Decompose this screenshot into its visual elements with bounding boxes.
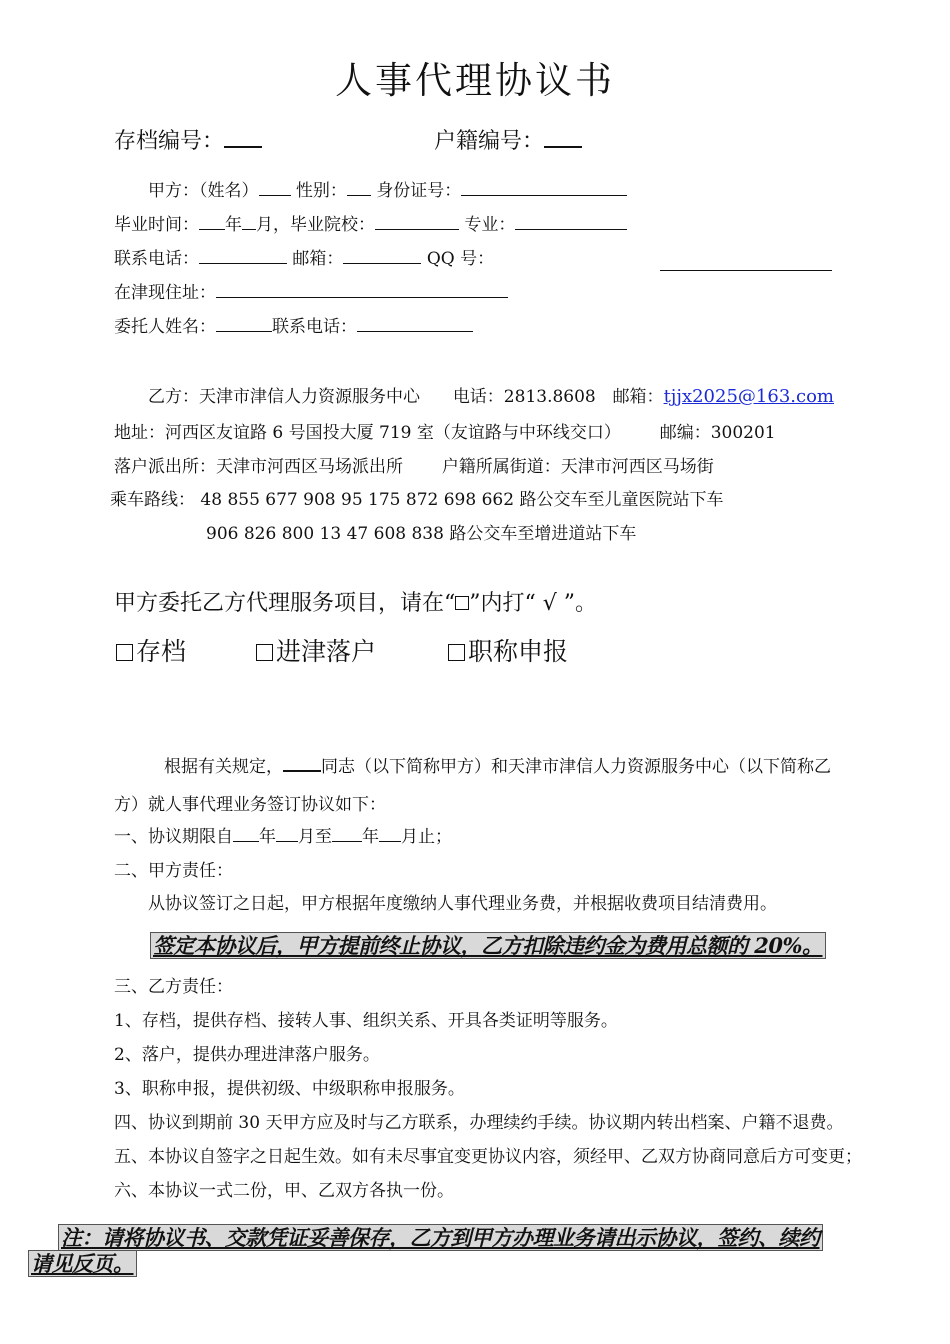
- archive-number-row: [114, 124, 262, 155]
- qq-label: QQ 号：: [426, 249, 495, 269]
- service-settle-label: 进津落户: [276, 637, 377, 666]
- party-b-address-row: [114, 418, 776, 443]
- document-title: 人事代理协议书: [335, 59, 615, 102]
- clause-b2: 2、落户，提供办理进津落户服务。: [114, 1045, 380, 1065]
- qq-field[interactable]: [660, 270, 832, 271]
- year-label: 年: [225, 215, 242, 235]
- service-settle[interactable]: [256, 632, 376, 668]
- school-field[interactable]: [375, 213, 459, 230]
- clause-5: 五、本协议自签字之日起生效。如有未尽事宜变更协议内容，须经甲、乙双方协商同意后方可变更；: [114, 1147, 862, 1167]
- penalty-text: 签定本协议后，甲方提前终止协议，乙方扣除违约金为费用总额的 20%。: [150, 932, 826, 959]
- party-b-row: [148, 382, 834, 407]
- term-row: [114, 822, 452, 847]
- service-instruction: [114, 586, 597, 617]
- school-label: 月，毕业院校：: [256, 215, 375, 235]
- phone-field[interactable]: [199, 247, 287, 264]
- phone-label: 联系电话：: [114, 249, 199, 269]
- archive-number-label: 存档编号：: [114, 129, 225, 154]
- title-checkbox[interactable]: [448, 644, 465, 661]
- note-line-1: [58, 1222, 823, 1252]
- clause-4: 四、协议到期前 30 天甲方应及时与乙方联系，办理续约手续。协议期内转出档案、户籍不退费。: [114, 1113, 844, 1133]
- term-end: 月止；: [401, 827, 452, 847]
- major-label: 专业：: [464, 215, 516, 235]
- household-number-label: 户籍编号：: [434, 129, 545, 154]
- household-number-field[interactable]: [544, 128, 582, 148]
- address-field[interactable]: [216, 281, 508, 298]
- party-b-address: 地址：河西区友谊路 6 号国投大厦 719 室（友谊路与中环线交口）: [114, 423, 621, 443]
- party-a-resp-text: 从协议签订之日起，甲方根据年度缴纳人事代理业务费，并根据收费项目结清费用。: [148, 894, 777, 914]
- party-a-name-label: 甲方：（姓名）: [148, 181, 259, 201]
- term-year-1: 年: [259, 827, 276, 847]
- contact-row: [114, 244, 494, 269]
- comrade-name-field[interactable]: [283, 754, 321, 772]
- penalty-notice: [150, 930, 826, 960]
- instruction-part-2: ”内打“ √ ”。: [469, 591, 597, 616]
- agent-phone-field[interactable]: [357, 315, 473, 332]
- service-title[interactable]: [448, 632, 568, 668]
- settle-checkbox[interactable]: [256, 644, 273, 661]
- note-text-2: 请见反页。: [28, 1250, 137, 1277]
- archive-number-field[interactable]: [224, 128, 262, 148]
- agent-name-field[interactable]: [216, 315, 272, 332]
- term-label: 一、协议期限自: [114, 827, 233, 847]
- party-b-name: 乙方：天津市津信人力资源服务中心: [148, 387, 420, 407]
- address-label: 在津现住址：: [114, 283, 216, 303]
- email-field[interactable]: [343, 247, 421, 264]
- service-archive-label: 存档: [136, 637, 187, 666]
- checkbox-sample-icon: [455, 596, 469, 610]
- household-street: 户籍所属街道：天津市河西区马场街: [441, 457, 714, 477]
- name-field[interactable]: [259, 179, 291, 196]
- note-text-1: 注：请将协议书、交款凭证妥善保存，乙方到甲方办理业务请出示协议，签约、续约: [58, 1224, 823, 1251]
- party-a-resp-heading: 二、甲方责任：: [114, 861, 233, 881]
- note-line-2: [28, 1248, 137, 1278]
- term-year-2: 年: [362, 827, 379, 847]
- agent-name-label: 委托人姓名：: [114, 317, 216, 337]
- party-b-email-label: 邮箱：: [612, 387, 664, 407]
- email-label: 邮箱：: [292, 249, 344, 269]
- graduation-year-field[interactable]: [199, 213, 225, 230]
- police-station: 落户派出所：天津市河西区马场派出所: [114, 457, 403, 477]
- clause-6: 六、本协议一式二份，甲、乙双方各执一份。: [114, 1181, 454, 1201]
- party-b-resp-heading: 三、乙方责任：: [114, 977, 233, 997]
- term-end-month[interactable]: [379, 825, 401, 842]
- household-number-row: [434, 124, 582, 155]
- term-end-year[interactable]: [332, 825, 362, 842]
- party-b-email-link[interactable]: tjjx2025@163.com: [663, 386, 834, 407]
- term-start-year[interactable]: [233, 825, 259, 842]
- major-field[interactable]: [515, 213, 627, 230]
- service-archive[interactable]: [116, 632, 186, 668]
- agent-row: [114, 312, 473, 337]
- archive-checkbox[interactable]: [116, 644, 133, 661]
- term-to: 月至: [298, 827, 332, 847]
- clause-b1: 1、存档，提供存档、接转人事、组织关系、开具各类证明等服务。: [114, 1011, 618, 1031]
- intro-part-1: 根据有关规定，: [164, 757, 283, 777]
- service-title-label: 职称申报: [468, 637, 569, 666]
- intro-part-2: 同志（以下简称甲方）和天津市津信人力资源服务中心（以下简称乙: [321, 757, 831, 777]
- party-b-police-row: [114, 452, 714, 477]
- bus-route-2: 906 826 800 13 47 608 838 路公交车至增进道站下车: [206, 524, 637, 544]
- route-label: 乘车路线：: [110, 490, 195, 510]
- graduation-row: [114, 210, 627, 235]
- gender-label: 性别：: [295, 181, 347, 201]
- address-row: [114, 278, 508, 303]
- agreement-intro: [164, 752, 831, 777]
- graduation-month-field[interactable]: [242, 213, 256, 230]
- graduation-time-label: 毕业时间：: [114, 215, 199, 235]
- agent-phone-label: 联系电话：: [272, 317, 357, 337]
- term-start-month[interactable]: [276, 825, 298, 842]
- id-number-label: 身份证号：: [376, 181, 462, 201]
- party-b-postcode: 邮编：300201: [659, 423, 776, 443]
- agreement-intro-cont: 方）就人事代理业务签订协议如下：: [114, 795, 386, 815]
- id-number-field[interactable]: [461, 179, 627, 196]
- bus-route-1: 48 855 677 908 95 175 872 698 662 路公交车至儿童医院站下车: [200, 490, 724, 510]
- route-row-1: [110, 485, 723, 510]
- gender-field[interactable]: [347, 179, 371, 196]
- clause-b3: 3、职称申报，提供初级、中级职称申报服务。: [114, 1079, 465, 1099]
- party-a-row: [148, 176, 627, 201]
- party-b-phone: 电话：2813.8608: [452, 387, 596, 407]
- instruction-part-1: 甲方委托乙方代理服务项目，请在“: [114, 591, 456, 616]
